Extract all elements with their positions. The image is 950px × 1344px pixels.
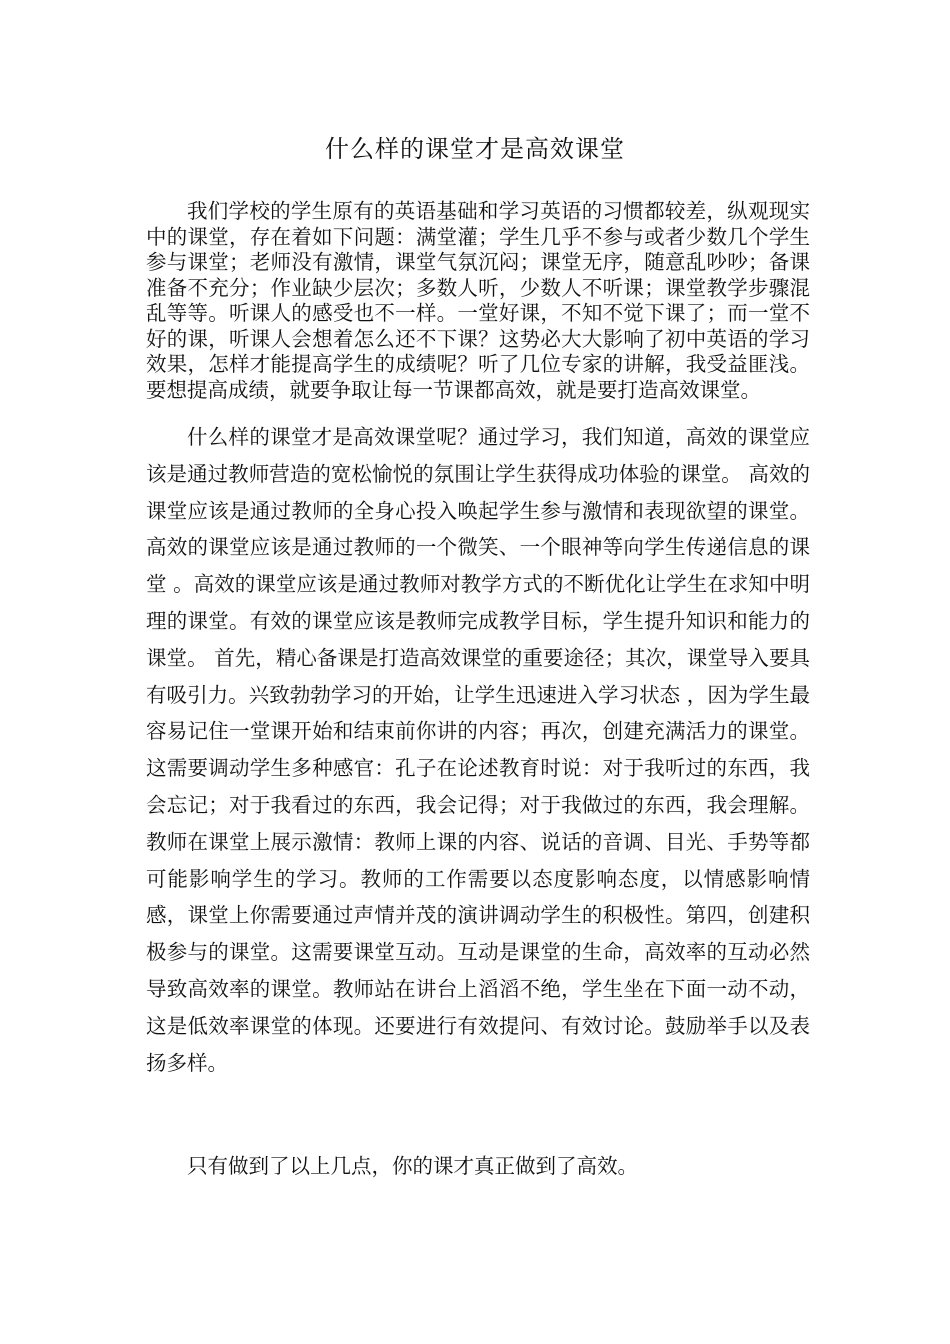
document-title: 什么样的课堂才是高效课堂 [325, 135, 625, 163]
paragraph-conclusion: 只有做到了以上几点，你的课才真正做到了高效。 [187, 1154, 638, 1178]
paragraph-problems: 我们学校的学生原有的英语基础和学习英语的习惯都较差，纵观现实中的课堂，存在着如下问题：满堂灌；学生几乎不参与或者少数几个学生参与课堂；老师没有激情，课堂气氛沉闷；课堂无序，随意乱吵吵；备课准备不充分；作业缺少层次；多数人听，少数人不听课；课堂教学步骤混乱等等。听课人的感受也不一样。一堂好课，不知不觉下课了；而一堂不好的课，听课人会想着怎么还不下课？这势必大大影响了初中英语的学习效果，怎样才能提高学生的成绩呢？听了几位专家的讲解，我受益匪浅。要想提高成绩，就要争取让每一节课都高效，就是要打造高效课堂。 [146, 199, 810, 402]
paragraph-efficient-classroom: 什么样的课堂才是高效课堂呢？通过学习，我们知道，高效的课堂应该是通过教师营造的宽松愉悦的氛围让学生获得成功体验的课堂。 高效的课堂应该是通过教师的全身心投入唤起学生参与激情和表现欲望的课堂。 高效的课堂应该是通过教师的一个微笑、一个眼神等向学生传递信息的课堂 。高效的课堂应该是通过教师对教学方式的不断优化让学生在求知中明理的课堂。有效的课堂应该是教师完成教学目标，学生提升知识和能力的课堂。 首先，精心备课是打造高效课堂的重要途径；其次，课堂导入要具有吸引力。兴致勃勃学习的开始，让学生迅速进入学习状态 ，因为学生最容易记住一堂课开始和结束前你讲的内容；再次，创建充满活力的课堂。这需要调动学生多种感官：孔子在论述教育时说：对于我听过的东西，我会忘记；对于我看过的东西，我会记得；对于我做过的东西，我会理解。教师在课堂上展示激情：教师上课的内容、说话的音调、目光、手势等都可能影响学生的学习。教师的工作需要以态度影响态度，以情感影响情感，课堂上你需要通过声情并茂的演讲调动学生的积极性。第四，创建积极参与的课堂。这需要课堂互动。互动是课堂的生命，高效率的互动必然导致高效率的课堂。教师站在讲台上滔滔不绝，学生坐在下面一动不动，这是低效率课堂的体现。还要进行有效提问、有效讨论。鼓励举手以及表扬多样。 [146, 425, 810, 1075]
